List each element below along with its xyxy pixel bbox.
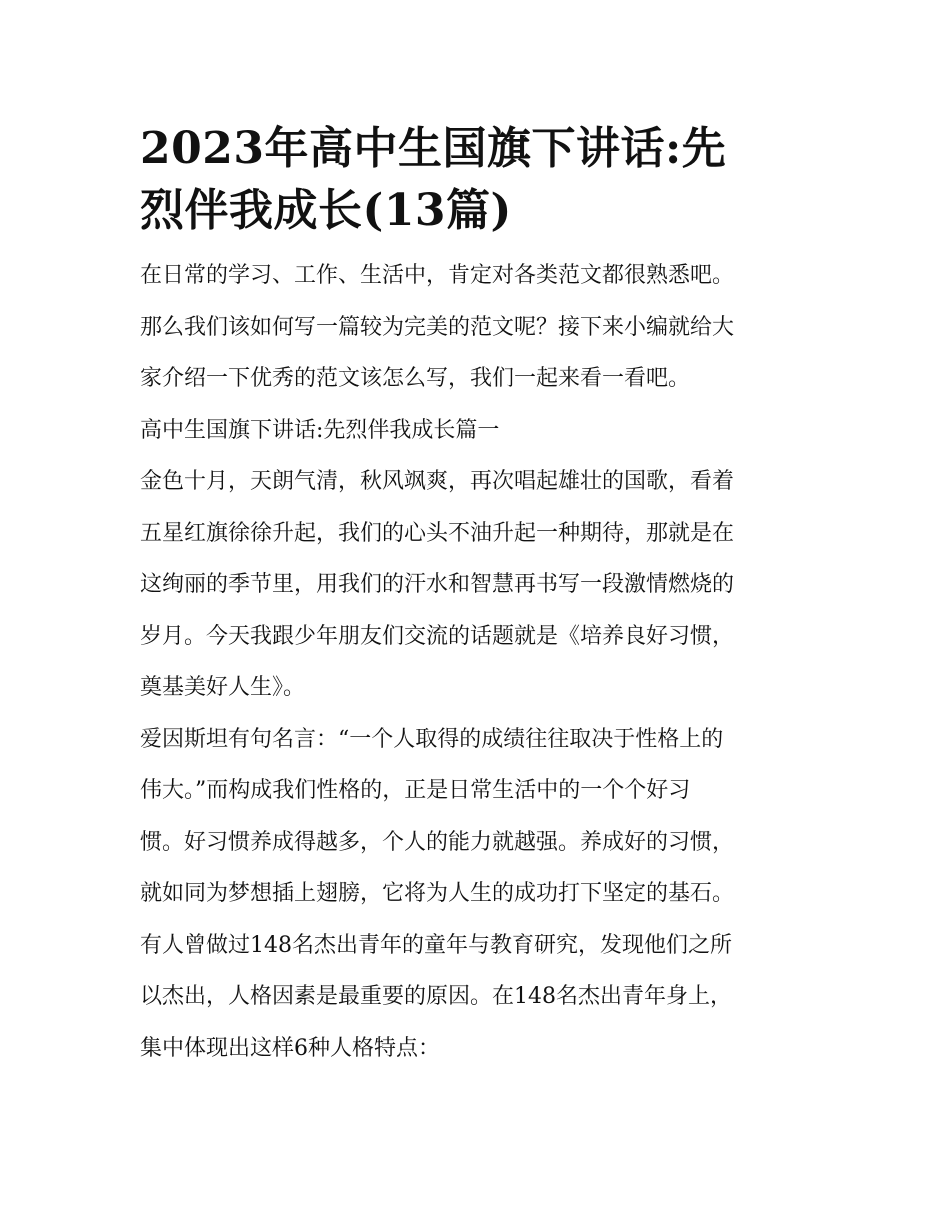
section-heading: 高中生国旗下讲话:先烈伴我成长篇一	[140, 417, 500, 443]
paragraph-2-line-7: 集中体现出这样6种人格特点：	[140, 1035, 440, 1061]
title-line-2: 烈伴我成长(13篇)	[140, 185, 512, 236]
paragraph-1-line-5: 奠基美好人生》。	[140, 675, 306, 700]
document-body	[140, 250, 830, 1074]
paragraph-2-line-1: 爱因斯坦有句名言：“一个人取得的成绩往往取决于性格上的	[140, 726, 724, 752]
document-page	[140, 118, 830, 1074]
paragraph-2-line-4: 就如同为梦想插上翅膀，它将为人生的成功打下坚定的基石。	[140, 881, 735, 906]
paragraph-2-line-5: 有人曾做过148名杰出青年的童年与教育研究，发现他们之所	[140, 932, 732, 958]
paragraph-1-line-2: 五星红旗徐徐升起，我们的心头不油升起一种期待，那就是在	[140, 520, 735, 546]
paragraph-1-line-1: 金色十月，天朗气清，秋风飒爽，再次唱起雄壮的国歌，看着	[140, 469, 735, 494]
paragraph-1-line-3: 这绚丽的季节里，用我们的汗水和智慧再书写一段激情燃烧的	[140, 572, 735, 597]
paragraph-2-line-2: 伟大。”而构成我们性格的，正是日常生活中的一个个好习	[140, 778, 691, 803]
paragraph-1-line-4: 岁月。今天我跟少年朋友们交流的话题就是《培养良好习惯，	[140, 623, 735, 649]
intro-line-1: 在日常的学习、工作、生活中，肯定对各类范文都很熟悉吧。	[140, 263, 735, 288]
title-line-1: 2023年高中生国旗下讲话:先	[140, 123, 727, 174]
document-title	[140, 118, 830, 242]
paragraph-2-line-6: 以杰出，人格因素是最重要的原因。在148名杰出青年身上，	[140, 984, 732, 1009]
paragraph-2-line-3: 惯。好习惯养成得越多，个人的能力就越强。养成好的习惯，	[140, 829, 735, 855]
intro-line-2: 那么我们该如何写一篇较为完美的范文呢？接下来小编就给大	[140, 314, 735, 340]
intro-line-3: 家介绍一下优秀的范文该怎么写，我们一起来看一看吧。	[140, 366, 691, 391]
